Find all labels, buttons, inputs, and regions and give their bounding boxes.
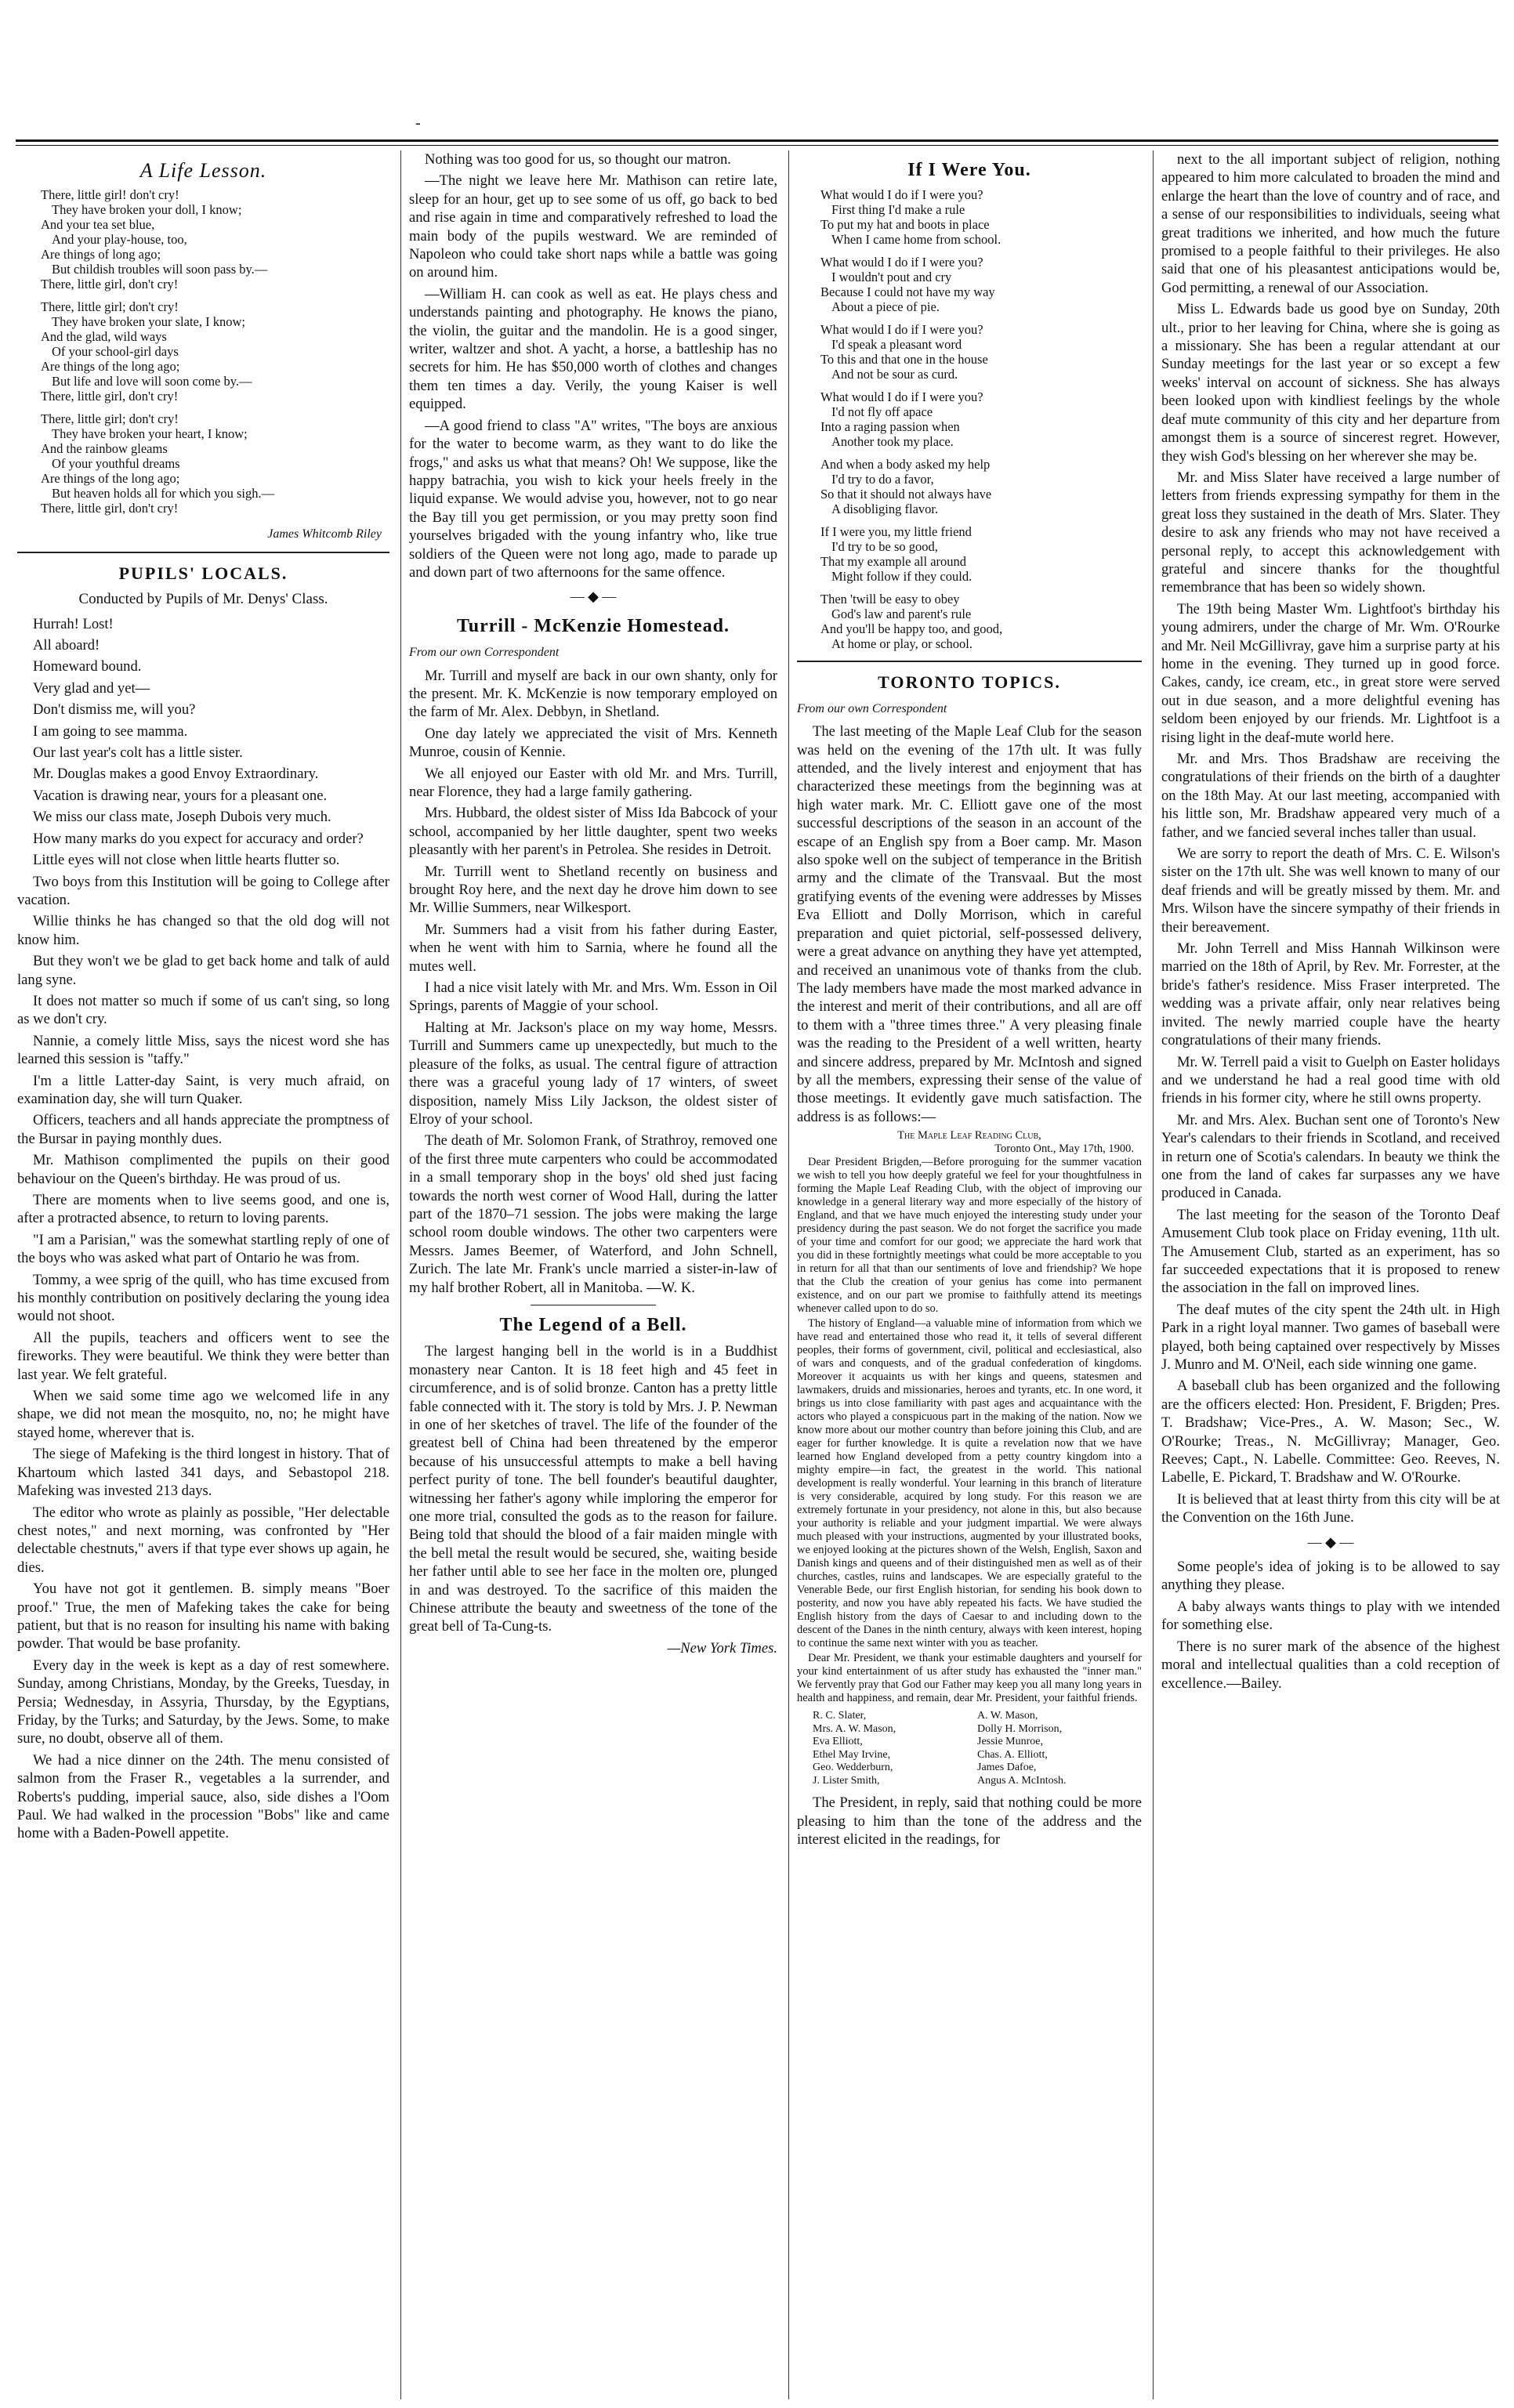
poem-line: About a piece of pie. xyxy=(831,299,940,315)
paragraph: Mr. W. Terrell paid a visit to Guelph on Easter holidays and we understand he had a real good time with old friends in his former city, where he still owns property. xyxy=(1161,1053,1500,1107)
poem-line: To this and that one in the house xyxy=(820,352,988,368)
paragraph: Mr. John Terrell and Miss Hannah Wilkinson were married on the 18th of April, by Rev. Mr. Forrester, at the bride's father's residence. Miss Fraser interpreted. The wedding was a private affair, only near relatives being invited. The newly married couple have the hearty congratulations of their many friends. xyxy=(1161,940,1500,1049)
section-subtitle: Conducted by Pupils of Mr. Denys' Class. xyxy=(78,591,328,608)
paragraph: The largest hanging bell in the world is in a Buddhist monastery near Canton. It is 18 feet high and 45 feet in circumference, and is of solid bronze. Canton has a pretty little fable connected with it. The story is told by Mrs. J. P. Newman in one of her sketches of travel. The life of the founder of the greatest bell of China had been threatened by the emperor because of his unsuccessful attempts to make a bell having perfect purity of tone. The bell founder's beautiful daughter, witnessing her father's agony while imploring the emperor for one more trial, consulted the gods as to the reason for failure. Being told that should the blood of a fair maiden mingle with the bell metal the result would be secured, she, waiting beside her father until able to see her face in the molten ore, plunged in and was destroyed. To the sacrifice of this maiden the Chinese attribute the beauty and sweetness of the tone of the great bell of Ta-Cung-ts. xyxy=(409,1343,777,1635)
local-item: Hurrah! Lost! xyxy=(33,615,114,632)
poem-line: I'd try to do a favor, xyxy=(831,472,934,487)
poem-line: They have broken your slate, I know; xyxy=(52,314,245,330)
section-title-pupils-locals: PUPILS' LOCALS. xyxy=(118,563,288,583)
local-item: Willie thinks he has changed so that the old dog will not know him. xyxy=(17,913,389,948)
poem-line: Another took my place. xyxy=(831,434,954,450)
local-item: I'm a little Latter-day Saint, is very much afraid, on examination day, she will turn Quaker. xyxy=(17,1072,389,1107)
paragraph: Mr. Turrill went to Shetland recently on business and brought Roy here, and the next day he drove him down to see Mr. Willie Summers, near Wilkesport. xyxy=(409,863,777,917)
poem-line: That my example all around xyxy=(820,554,967,570)
paragraph: The last meeting for the season of the Toronto Deaf Amusement Club took place on Friday evening, 11th ult. The Amusement Club, started as an experiment, has so far succeeded expectations that it is proposed to renew the association in the fall on improved lines. xyxy=(1161,1206,1500,1297)
paragraph: —A good friend to class "A" writes, "The boys are anxious for the water to become warm, as they want to do like the frogs," and asks us what that means? Oh! We suppose, like the happy batrachia, you wish to kick your heels freely in the liquid expanse. We would advise you, however, not to go near the Bay till you get permission, or you may pretty soon find yourselves brigaded with the young infantry who, like true soldiers of the Queen were not long ago, made to parade up and down part of two afternoons for the same offence. xyxy=(409,417,777,581)
poem-line: What would I do if I were you? xyxy=(820,187,983,203)
signature: R. C. Slater, xyxy=(813,1710,867,1722)
poem-attribution: James Whitcomb Riley xyxy=(267,527,382,541)
article-title-legend-of-a-bell: The Legend of a Bell. xyxy=(499,1314,687,1335)
poem-line: God's law and parent's rule xyxy=(831,607,972,622)
poem-a-life-lesson xyxy=(41,187,389,516)
signature: Geo. Wedderburn, xyxy=(813,1762,893,1774)
local-item: Two boys from this Institution will be going to College after vacation. xyxy=(17,873,389,908)
newspaper-columns xyxy=(17,150,1500,2399)
letter-body xyxy=(797,1156,1142,1705)
paragraph: We all enjoyed our Easter with old Mr. and Mrs. Turrill, near Florence, they had a large family gathering. xyxy=(409,765,777,800)
paragraph: Halting at Mr. Jackson's place on my way home, Messrs. Turrill and Summers came up unexpectedly, but much to the pleasure of the folks, as usual. The central figure of attraction there was a graceful young lady of 17 winters, of sweet disposition, namely Miss Lily Jackson, the oldest sister of Elroy of your school. xyxy=(409,1019,777,1128)
poem-line: Of your youthful dreams xyxy=(52,456,180,472)
column-4 xyxy=(1161,150,1500,2399)
poem-line: First thing I'd make a rule xyxy=(831,202,965,218)
paragraph: A baseball club has been organized and the following are the officers elected: Hon. President, F. Brigden; Pres. T. Bradshaw; Vice-Pres., A. W. Mason; Sec., W. O'Rourke; Treas., N. McGillivray; Manager, Geo. Reeves; Capt., N. Labelle. Committee: Geo. Reeves, N. Labelle, E. Pickard, T. Bradshaw and W. O'Rourke. xyxy=(1161,1378,1500,1486)
column-divider xyxy=(1153,150,1154,2399)
poem-line: Into a raging passion when xyxy=(820,419,960,435)
poem-line: If I were you, my little friend xyxy=(820,524,972,540)
article-legend-of-a-bell xyxy=(409,1342,777,1636)
poem-line: But heaven holds all for which you sigh.— xyxy=(52,486,275,502)
poem-stanza xyxy=(820,322,1142,382)
poem-stanza xyxy=(820,389,1142,449)
poem-line: And not be sour as curd. xyxy=(831,367,958,382)
signature: James Dafoe, xyxy=(977,1762,1037,1774)
paragraph: I had a nice visit lately with Mr. and Mrs. Wm. Esson in Oil Springs, parents of Maggie of your school. xyxy=(409,979,777,1015)
poem-if-i-were-you xyxy=(820,187,1142,651)
column-1 xyxy=(17,150,396,2399)
paragraph: We are sorry to report the death of Mrs. C. E. Wilson's sister on the 17th ult. She was well known to many of our deaf friends and will be greatly missed by them. Mr. and Mrs. Wilson have the sincere sympathy of their friends in their bereavement. xyxy=(1161,846,1500,936)
local-item: Every day in the week is kept as a day of rest somewhere. Sunday, among Christians, Monday, by the Greeks, Tuesday, in Persia; Wednesday, in Assyria, Thursday, by the Egyptians, Friday, by the Turks; and Saturday, by the Jews. Some, to make sure, no doubt, observe all of them. xyxy=(17,1657,389,1747)
poem-title: A Life Lesson. xyxy=(139,159,267,182)
article-title-turrill-mckenzie: Turrill - McKenzie Homestead. xyxy=(456,615,730,636)
poem-line: And you'll be happy too, and good, xyxy=(820,621,1003,637)
local-item: Don't dismiss me, will you? xyxy=(33,701,196,719)
poem-line: Then 'twill be easy to obey xyxy=(820,592,960,607)
local-item: The editor who wrote as plainly as possible, "Her delectable chest notes," and next morning, was confronted by "Her delectable chestnuts," avers if that type ever shows up again, he dies. xyxy=(17,1504,389,1576)
column-divider xyxy=(400,150,401,2399)
poem-line: Are things of the long ago; xyxy=(41,471,180,487)
local-item: "I am a Parisian," was the somewhat startling reply of one of the boys who was asked what part of Ontario he was from. xyxy=(17,1231,389,1267)
signature: Mrs. A. W. Mason, xyxy=(813,1722,896,1735)
poem-line: And the rainbow gleams xyxy=(41,441,168,457)
poem-line: And your tea set blue, xyxy=(41,217,155,233)
paragraph: —The night we leave here Mr. Mathison can retire late, sleep for an hour, get up to see some of us off, go back to bed and rise again in time and comparatively refreshed to load the main body of the pupils westward. We are reminded of Napoleon who could take short naps while a battle was going on around him. xyxy=(409,172,777,281)
poem-line: To put my hat and boots in place xyxy=(820,217,990,233)
local-item: There are moments when to live seems good, and one is, after a protracted absence, to return to loving parents. xyxy=(17,1192,389,1227)
local-item: Our last year's colt has a little sister. xyxy=(33,744,243,762)
local-item: When we said some time ago we welcomed life in any shape, we did not mean the mosquito, no, no; he might have stayed home, wherever that is. xyxy=(17,1388,389,1441)
poem-stanza xyxy=(41,187,389,291)
local-item: We miss our class mate, Joseph Dubois very much. xyxy=(33,809,331,826)
signature: Eva Elliott, xyxy=(813,1736,863,1748)
article-source: —New York Times. xyxy=(667,1639,777,1657)
letter-signatures xyxy=(813,1710,1142,1787)
paragraph: The 19th being Master Wm. Lightfoot's birthday his young admirers, under the charge of Mr. Wm. O'Rourke and Mr. Neil McGillivray, gave him a surprise party at his home in the evening. They turned up in good force. Cakes, candy, ice cream, etc., in great store were served out in due season, and a more delightful evening has seldom been enjoyed by our friends. Mr. Lightfoot is a rising light in the deaf-mute world here. xyxy=(1161,600,1500,746)
paragraph: The death of Mr. Solomon Frank, of Strathroy, removed one of the first three mute carpenters who could be accommodated in a small temporary shop in the boys' old shed just facing towards the north west corner of Wood Hall, during the latter part of the 1870–71 session. The jobs were making the large school room double windows. The other two carpenters were Messrs. James Beemer, of Waterford, and John Schnell, Zurich. The late Mr. Frank's uncle married a sister-in-law of my half brother Robert, all in Manitoba. —W. K. xyxy=(409,1132,777,1296)
club-address-letter xyxy=(797,1129,1142,1705)
letter-paragraph: Dear Mr. President, we thank your estimable daughters and yourself for your kind entertainment of us after study has exhausted the "inner man." We fervently pray that God our Father may keep you all many long years in health and happiness, and remain, dear Mr. President, your faithful friends. xyxy=(797,1652,1142,1705)
poem-line: I'd try to be so good, xyxy=(831,539,938,555)
poem-line: At home or play, or school. xyxy=(831,636,973,652)
page-mark: - xyxy=(415,114,421,132)
paragraph: Mr. Summers had a visit from his father during Easter, when he went with him to Sarnia, where he found all the mutes well. xyxy=(409,921,777,975)
article-turrill-mckenzie xyxy=(409,667,777,1297)
poem-line: Are things of long ago; xyxy=(41,247,161,263)
letter-date: Toronto Ont., May 17th, 1900. xyxy=(994,1142,1134,1156)
column-3 xyxy=(797,150,1142,2399)
poem-line: So that it should not always have xyxy=(820,487,992,502)
poem-line: There, little girl; don't cry! xyxy=(41,411,179,427)
poem-stanza xyxy=(41,411,389,516)
intro-paragraphs xyxy=(409,150,777,581)
paragraph: The deaf mutes of the city spent the 24th ult. in High Park in a right loyal manner. Two games of baseball were played, both being captained over respectively by Misses J. Munro and M. O'Neil, each side winning one game. xyxy=(1161,1301,1500,1373)
president-reply: The President, in reply, said that nothing could be more pleasing to him than the tone of the address and the interest elicited in the readings, for xyxy=(797,1794,1142,1848)
byline: From our own Correspondent xyxy=(797,701,947,715)
section-title-toronto-topics: TORONTO TOPICS. xyxy=(878,672,1061,693)
paragraph: next to the all important subject of religion, nothing appeared to him more calculated to broaden the mind and enlarge the heart than the love of country and of race, and a sense of our responsibilities to individuals, seeing what great traditions we inherited, and how much the future promised to a people faithful to their privileges. He also said that one of his pleasantest anticipations would be, God permitting, a renewal of our Association. xyxy=(1161,151,1500,296)
paragraph: —William H. can cook as well as eat. He plays chess and understands painting and photography. He knows the piano, the violin, the guitar and the mandolin. He is a good singer, writer, waltzer and shot. A yacht, a horse, a battleship has no secrets for him. He has $50,000 worth of clothes and changes them ten times a day. Verily, the young Kaiser is well equipped. xyxy=(409,285,777,413)
local-item: Vacation is drawing near, yours for a pleasant one. xyxy=(33,787,328,804)
paragraph: Mr. and Miss Slater have received a large number of letters from friends expressing sympathy for them in the great loss they sustained in the death of Mrs. Slater. They desire to ask any friends who may not have received a personal reply, to accept this acknowledgement with grateful and sincere thanks for the thoughtful remembrance that has been so widely shown. xyxy=(1161,469,1500,596)
signature: Angus A. McIntosh. xyxy=(977,1774,1067,1787)
byline: From our own Correspondent xyxy=(409,646,560,660)
poem-line: What would I do if I were you? xyxy=(820,322,983,338)
signature: Ethel May Irvine, xyxy=(813,1748,891,1761)
poem-line: There, little girl, don't cry! xyxy=(41,389,179,404)
poem-line: Might follow if they could. xyxy=(831,569,973,585)
poem-line: I'd not fly off apace xyxy=(831,404,933,420)
signature: J. Lister Smith, xyxy=(813,1774,880,1787)
letter-paragraph: The history of England—a valuable mine of information from which we have read and entertained those who read it, it tells of several different peoples, their forms of government, civil, political and ecclesiastical, also of wars and conquests, and of the gradual confederation of kingdoms. Moreover it acquaints us with her kings and queens, statesmen and lawmakers, druids and missionaries, heroes and tyrants, etc. In one word, it brings us into close familiarity with past ages and acquaintance with the actors who played a conspicuous part in the making of the nation. Now we know more about our mother country than before joining this Club, and are eager for further knowledge. It is quite a revelation now that we have learned how England developed from a petty country kingdom into a mighty empire—in fact, the greatest in the world. This national development is really wonderful. Your learning in this branch of literature is very considerable, acquired by long study. For this reason we are extremely fortunate in your presidency, not alone in this, but also because your authority is reliable and your judgment impartial. We were always much pleased with your instructions, augmented by your illustrated books, we enjoyed looking at the pictures shown of the Welsh, English, Saxon and Danish kings and queens and of their distinguished men as well as of their churches, castles, ruins and landscapes. We are especially grateful to the Venerable Bede, our first English historian, for sending his book down to posterity, and now you have ably repeated his facts. We have studied the English history from the days of Caesar to and including down to the descent of the Danes in the ninth century, always with keen interest, hoping to continue the same next winter with you as teacher. xyxy=(797,1317,1142,1650)
poem-line: And your play-house, too, xyxy=(52,232,187,248)
paragraph: Mr. and Mrs. Thos Bradshaw are receiving the congratulations of their friends on the birth of a daughter on the 18th May. At our last meeting, accompanied with his little son, Mr. Bradshaw appeared very much of a father, and we fancied several inches taller than usual. xyxy=(1161,751,1500,841)
poem-line: I'd speak a pleasant word xyxy=(831,337,962,353)
signature: Jessie Munroe, xyxy=(977,1736,1043,1748)
paragraph: Mr. Turrill and myself are back in our own shanty, only for the present. Mr. K. McKenzie is now temporary employed on the farm of Mr. Alex. Debbyn, in Shetland. xyxy=(409,667,777,721)
poem-line: A disobliging flavor. xyxy=(831,502,939,517)
local-item: I am going to see mamma. xyxy=(33,722,188,740)
pupils-locals-list xyxy=(17,615,389,1843)
local-item: Tommy, a wee sprig of the quill, who has time excused from his monthly contribution on positively declaring the young idea would not shoot. xyxy=(17,1271,389,1325)
poem-line: Because I could not have my way xyxy=(820,284,995,300)
paragraph: The last meeting of the Maple Leaf Club for the season was held on the evening of the 17th ult. It was fully attended, and the lively interest and enjoyment that has characterized these meetings from the beginning was at high water mark. Mr. C. Elliott gave one of the most successful descriptions of the season in an account of the escape of an English spy from a Boer camp. Mr. Mason also spoke well on the subject of temperance in the British army and the climate of the Transvaal. But the most gratifying events of the evening were addresses by Misses Eva Elliott and Dolly Morrison, which in careful preparation and quiet pictorial, self-possessed delivery, were a great advance on anything they have yet attempted, and received an unanimous vote of thanks from the club. The lady members have made the most marked advance in the interest and merit of their contributions, and all are off to them with a "three times three." A very pleasing finale was the reading to the President of a well written, hearty and sincere address, prepared by Mr. McIntosh and signed by all the members, expressing their sense of the value of those meetings. It evidently gave much satisfaction. The address is as follows:— xyxy=(797,723,1142,1125)
poem-title: If I Were You. xyxy=(907,160,1031,180)
toronto-topics-article xyxy=(797,722,1142,1126)
letter-heading: The Maple Leaf Reading Club, xyxy=(897,1129,1041,1142)
poem-line: And when a body asked my help xyxy=(820,457,991,473)
paragraph: Nothing was too good for us, so thought our matron. xyxy=(425,151,731,168)
local-item: All aboard! xyxy=(33,637,100,654)
poem-line: What would I do if I were you? xyxy=(820,255,983,270)
poem-line: Of your school-girl days xyxy=(52,344,179,360)
poem-stanza xyxy=(820,524,1142,584)
local-item: The siege of Mafeking is the third longest in history. That of Khartoum which lasted 341 days, and Sebastopol 218. Mafeking was invested 213 days. xyxy=(17,1446,389,1500)
section-rule xyxy=(797,661,1142,662)
poem-stanza xyxy=(820,187,1142,247)
poem-stanza xyxy=(41,299,389,404)
local-item: Mr. Douglas makes a good Envoy Extraordinary. xyxy=(33,766,319,783)
poem-stanza xyxy=(820,255,1142,314)
poem-line: But life and love will soon come by.— xyxy=(52,374,252,389)
paragraph: One day lately we appreciated the visit of Mrs. Kenneth Munroe, cousin of Kennie. xyxy=(409,725,777,761)
poem-line: There, little girl! don't cry! xyxy=(41,187,179,203)
top-rule-thin xyxy=(16,145,1498,146)
poem-line: But childish troubles will soon pass by.— xyxy=(52,262,268,277)
paragraph: It is believed that at least thirty from this city will be at the Convention on the 16th June. xyxy=(1161,1490,1500,1526)
poem-line: They have broken your heart, I know; xyxy=(52,426,248,442)
signature: Chas. A. Elliott, xyxy=(977,1748,1048,1761)
column-divider xyxy=(788,150,789,2399)
poem-line: There, little girl, don't cry! xyxy=(41,501,179,516)
top-rule xyxy=(16,139,1498,142)
column-2 xyxy=(409,150,777,2399)
separator: — ◆ — xyxy=(570,588,617,605)
paragraph: Miss L. Edwards bade us good bye on Sunday, 20th ult., prior to her leaving for China, where she is going as a missionary. She has been a regular attendant at our Sunday meetings for the last year or so except a few weeks' interval on account of sickness. She has always been looked upon with kindliest feelings by the whole deaf mute community of this city and her departure from amongst them is a source of sincerest regret. However, they wish God's blessing on her wherever she may be. xyxy=(1161,301,1500,465)
paragraph: Mr. and Mrs. Alex. Buchan sent one of Toronto's New Year's calendars to their friends in Scotland, and received in return one of Scotia's calendars. In beauty we think the one from the land of cakes far surpasses any we have produced in Canada. xyxy=(1161,1111,1500,1202)
local-item: Nannie, a comely little Miss, says the nicest word she has learned this session is "taffy." xyxy=(17,1032,389,1068)
local-item: All the pupils, teachers and officers went to see the fireworks. They were beautiful. We think they were better than last year. We felt grateful. xyxy=(17,1329,389,1383)
letter-paragraph: Dear President Brigden,—Before proroguing for the summer vacation we wish to tell you how deeply grateful we feel for your thoughtfulness in forming the Maple Leaf Reading Club, with the object of improving our knowledge in a general literary way and more especially of the history of England, and that we have much enjoyed the interesting study under your presidency during the past season. We do not forget the sacrifice you made of your time and comfort for our good; we appreciate the hard work that you did in these fortnightly meetings what could be more acceptable to you in return for all that than our sentiments of love and friendship? We hope that the Club the creation of your genius has come into permanent existence, and on our part we promise to faithfully attend its meetings whenever called upon to do so. xyxy=(797,1156,1142,1316)
poem-line: They have broken your doll, I know; xyxy=(52,202,242,218)
local-item: It does not matter so much if some of us can't sing, so long as we don't cry. xyxy=(17,992,389,1028)
local-item: You have not got it gentlemen. B. simply means "Boer proof." True, the men of Mafeking takes the cake for being patient, but that is no reason for insulting his name with baking powder. That would be base profanity. xyxy=(17,1581,389,1653)
local-item: But they won't we be glad to get back home and talk of auld lang syne. xyxy=(17,953,389,988)
filler-items xyxy=(1161,1558,1500,1693)
poem-line: There, little girl, don't cry! xyxy=(41,277,179,292)
poem-line: When I came home from school. xyxy=(831,232,1001,248)
poem-stanza xyxy=(820,457,1142,516)
signature: Dolly H. Morrison, xyxy=(977,1722,1063,1735)
poem-line: There, little girl; don't cry! xyxy=(41,299,179,315)
local-item: Officers, teachers and all hands appreciate the promptness of the Bursar in paying monthly dues. xyxy=(17,1112,389,1147)
poem-line: What would I do if I were you? xyxy=(820,389,983,405)
filler-paragraph: A baby always wants things to play with we intended for something else. xyxy=(1161,1598,1500,1634)
local-item: Little eyes will not close when little hearts flutter so. xyxy=(33,852,340,869)
separator: — ◆ — xyxy=(1307,1534,1354,1550)
local-item: How many marks do you expect for accuracy and order? xyxy=(33,830,364,847)
poem-line: Are things of the long ago; xyxy=(41,359,180,375)
poem-stanza xyxy=(820,592,1142,651)
paragraph: Mrs. Hubbard, the oldest sister of Miss Ida Babcock of your school, accompanied by her little daughter, spent two weeks pleasantly with her parent's in Petrolea. She resides in Detroit. xyxy=(409,805,777,859)
local-item: We had a nice dinner on the 24th. The menu consisted of salmon from the Fraser R., vegetables a la surrender, and Roberts's pudding, imperial sauce, also, side dishes a l'Oom Paul. We had walked in the procession "Bobs" like and came home with a Baden-Powell appetite. xyxy=(17,1751,389,1842)
filler-paragraph: Some people's idea of joking is to be allowed to say anything they please. xyxy=(1161,1559,1500,1594)
signature: A. W. Mason, xyxy=(977,1710,1038,1722)
poem-line: I wouldn't pout and cry xyxy=(831,270,952,285)
section-rule xyxy=(17,552,389,553)
toronto-topics-continued xyxy=(1161,150,1500,1527)
local-item: Very glad and yet— xyxy=(33,679,150,697)
local-item: Mr. Mathison complimented the pupils on their good behaviour on the Queen's birthday. He was proud of us. xyxy=(17,1152,389,1187)
local-item: Homeward bound. xyxy=(33,658,142,675)
filler-paragraph: There is no surer mark of the absence of the highest moral and intellectual qualities than a cold reception of excellence.—Bailey. xyxy=(1161,1638,1500,1692)
poem-line: And the glad, wild ways xyxy=(41,329,167,345)
